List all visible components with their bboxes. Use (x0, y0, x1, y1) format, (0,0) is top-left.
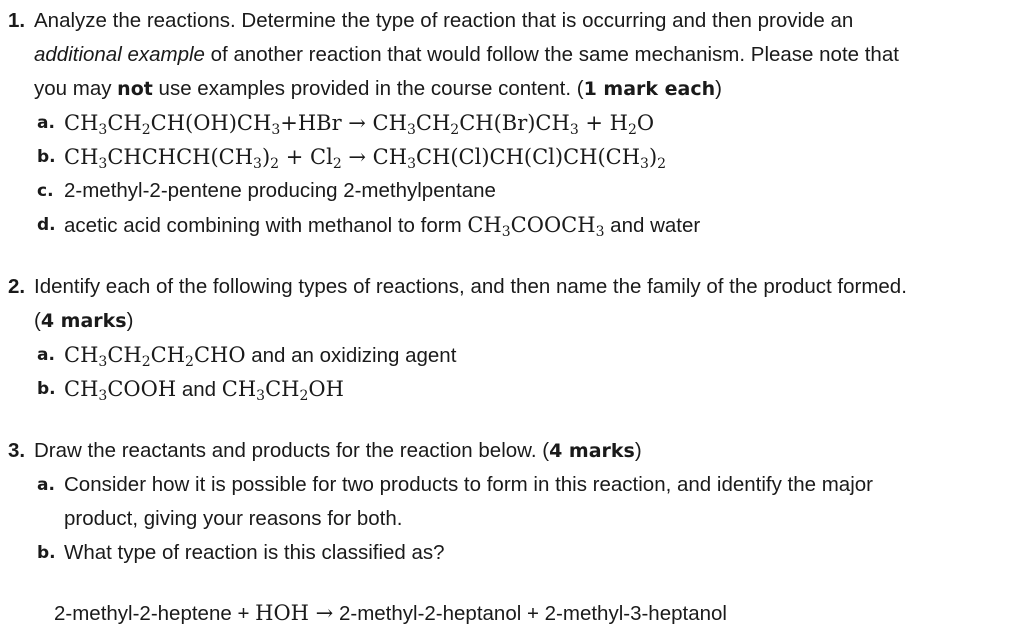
question-text: Identify each of the following types of reactions, and then name the family of the product formed. (34, 275, 907, 298)
item-letter: b. (37, 147, 56, 167)
item-text: acetic acid combining with methanol to form (64, 214, 468, 237)
question-number: 1. (8, 9, 26, 32)
chemical-formula: $CH_3COOCH_3$ (467, 213, 605, 240)
emphasis-not: not (117, 78, 153, 100)
chemical-formula: $CH_3CH_2CH_2CHO$ (64, 343, 246, 370)
list-item (0, 536, 1024, 570)
question-2: 2. Identify each of the following types of reactions, and then name the family of the product formed. (4 marks) a. $CH_3CH_2CH_2CHO$ and an oxidizing agent b. $CH_3COOH$ and $CH_3CH_2OH$ (0, 270, 1024, 406)
reaction-equation: 2-methyl-2-heptene + HOH → 2-methyl-2-heptanol + 2-methyl-3-heptanol (54, 601, 727, 625)
question-number: 3. (8, 439, 26, 462)
item-letter: a. (37, 345, 55, 365)
item-letter: a. (37, 113, 55, 133)
list-item (0, 140, 1024, 174)
emphasis-text: additional example (34, 43, 205, 66)
chemical-formula: $CH_3CH_2OH$ (221, 377, 344, 404)
item-text: What type of reaction is this classified as? (64, 541, 445, 564)
list-item (0, 468, 1024, 502)
question-1: 1. Analyze the reactions. Determine the type of reaction that is occurring and then provide an additional example of another reaction that would follow the same mechanism. Please note that you may not use examples provided in the course content. (1 mark each) a. $CH_3CH_2CH(OH)CH_3+HBr \to CH_3CH_2CH(Br)CH_3 + H_2O$ b. $CH_3CHCHCH(CH_3)_2 + Cl_2 \to CH_3CH(Cl)CH(Cl)CH(CH_3)_2$ c. 2-methyl-2-pentene producing 2-methylpentane d. acetic acid combining with methanol to form $CH_3COOCH_3$ and water (0, 4, 1024, 242)
water-formula: HOH (255, 601, 309, 625)
item-letter: d. (37, 215, 56, 235)
marks-label: 4 marks (549, 440, 635, 462)
list-item (0, 174, 1024, 208)
item-letter: a. (37, 475, 55, 495)
item-text: Consider how it is possible for two products to form in this reaction, and identify the major (64, 473, 873, 496)
chemical-equation: $CH_3CH_2CH(OH)CH_3+HBr \to CH_3CH_2CH(Br)CH_3 + H_2O$ (64, 111, 655, 138)
item-text: and an oxidizing agent (245, 344, 457, 367)
question-3: 3. Draw the reactants and products for the reaction below. (4 marks) a. Consider how it is possible for two products to form in this reaction, and identify the major product, giving your reasons for both. b. What type of reaction is this classified as? (0, 434, 1024, 570)
list-item (0, 338, 1024, 372)
list-item: d. acetic acid combining with methanol to form $CH_3COOCH_3$ and water (0, 208, 1024, 242)
question-number: 2. (8, 275, 26, 298)
chemical-equation: $CH_3CHCHCH(CH_3)_2 + Cl_2 \to CH_3CH(Cl)CH(Cl)CH(CH_3)_2$ (64, 145, 667, 172)
item-letter: b. (37, 379, 56, 399)
marks-label: 4 marks (40, 310, 127, 332)
question-text: Draw the reactants and products for the reaction below. ( (34, 439, 550, 462)
item-letter: c. (37, 181, 54, 201)
list-item (0, 106, 1024, 140)
item-text: 2-methyl-2-pentene producing 2-methylpentane (64, 179, 496, 202)
marks-label: 1 mark each (583, 78, 716, 100)
arrow-icon: → (308, 601, 334, 625)
chemical-formula: $CH_3COOH$ (64, 377, 177, 404)
item-letter: b. (37, 543, 56, 563)
list-item (0, 372, 1024, 406)
item-text-continued: product, giving your reasons for both. (64, 507, 403, 530)
item-text: and (176, 378, 222, 401)
question-text: Analyze the reactions. Determine the type of reaction that is occurring and then provide an (34, 9, 854, 32)
